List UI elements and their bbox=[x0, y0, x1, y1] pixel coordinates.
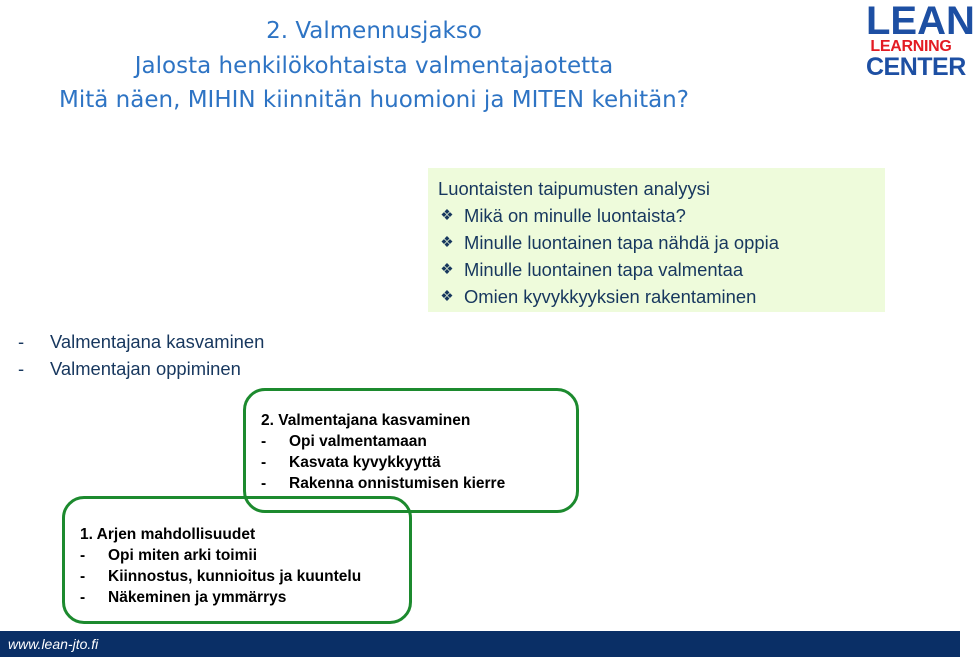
list-item bbox=[261, 452, 505, 473]
list-item bbox=[80, 587, 361, 608]
dash-marker: - bbox=[261, 454, 267, 471]
list-item-text: Opi miten arki toimii bbox=[108, 547, 257, 564]
list-item-text: Valmentajan oppiminen bbox=[50, 358, 241, 379]
footer-website-link[interactable]: www.lean-jto.fi bbox=[8, 636, 99, 652]
lean-learning-center-logo bbox=[866, 0, 975, 81]
dash-marker: - bbox=[80, 568, 86, 585]
step-2-title: 2. Valmentajana kasvaminen bbox=[261, 412, 471, 429]
footer-bar bbox=[0, 631, 960, 657]
title-line-3: Mitä näen, MIHIN kiinnitän huomioni ja MITEN kehitän? bbox=[59, 87, 689, 113]
analysis-bullet bbox=[438, 283, 885, 310]
list-item-text: Rakenna onnistumisen kierre bbox=[289, 475, 506, 492]
analysis-box bbox=[428, 168, 885, 312]
list-item-text: Kasvata kyvykkyyttä bbox=[289, 454, 441, 471]
list-item bbox=[80, 545, 361, 566]
diamond-bullet-icon: ❖ bbox=[440, 261, 454, 278]
list-item-text: Opi valmentamaan bbox=[289, 433, 427, 450]
list-item-text: Kiinnostus, kunnioitus ja kuuntelu bbox=[108, 568, 362, 585]
dash-marker: - bbox=[261, 475, 267, 492]
analysis-bullet bbox=[438, 229, 885, 256]
dash-marker: - bbox=[80, 547, 86, 564]
analysis-bullet bbox=[438, 256, 885, 283]
title-line-2: Jalosta henkilökohtaista valmentajaotetta bbox=[134, 52, 614, 79]
analysis-bullet-text: Minulle luontainen tapa valmentaa bbox=[464, 259, 744, 280]
list-item-text: Valmentajana kasvaminen bbox=[50, 331, 265, 352]
step-1-content bbox=[80, 524, 361, 608]
coach-growth-list bbox=[18, 328, 264, 382]
list-item bbox=[261, 473, 505, 494]
list-item bbox=[261, 431, 505, 452]
step-1-title: 1. Arjen mahdollisuudet bbox=[80, 526, 256, 543]
analysis-bullet-text: Omien kyvykkyyksien rakentaminen bbox=[464, 286, 757, 307]
logo-word-learning: LEARNING bbox=[870, 38, 952, 55]
logo-word-center: CENTER bbox=[866, 53, 966, 81]
analysis-bullet-text: Minulle luontainen tapa nähdä ja oppia bbox=[464, 232, 779, 253]
title-line-1: 2. Valmennusjakso bbox=[266, 18, 482, 44]
list-item bbox=[18, 328, 264, 355]
diamond-bullet-icon: ❖ bbox=[440, 288, 454, 305]
diamond-bullet-icon: ❖ bbox=[440, 234, 454, 251]
analysis-bullet bbox=[438, 202, 885, 229]
step-2-content bbox=[261, 410, 505, 494]
logo-word-lean: LEAN bbox=[866, 0, 975, 43]
dash-marker: - bbox=[18, 358, 25, 379]
list-item-text: Näkeminen ja ymmärrys bbox=[108, 589, 287, 606]
slide-title bbox=[0, 14, 748, 118]
dash-marker: - bbox=[80, 589, 86, 606]
analysis-heading: Luontaisten taipumusten analyysi bbox=[438, 178, 710, 199]
dash-marker: - bbox=[261, 433, 267, 450]
diamond-bullet-icon: ❖ bbox=[440, 207, 454, 224]
dash-marker: - bbox=[18, 331, 25, 352]
analysis-bullet-text: Mikä on minulle luontaista? bbox=[464, 205, 686, 226]
list-item bbox=[80, 566, 361, 587]
list-item bbox=[18, 355, 264, 382]
